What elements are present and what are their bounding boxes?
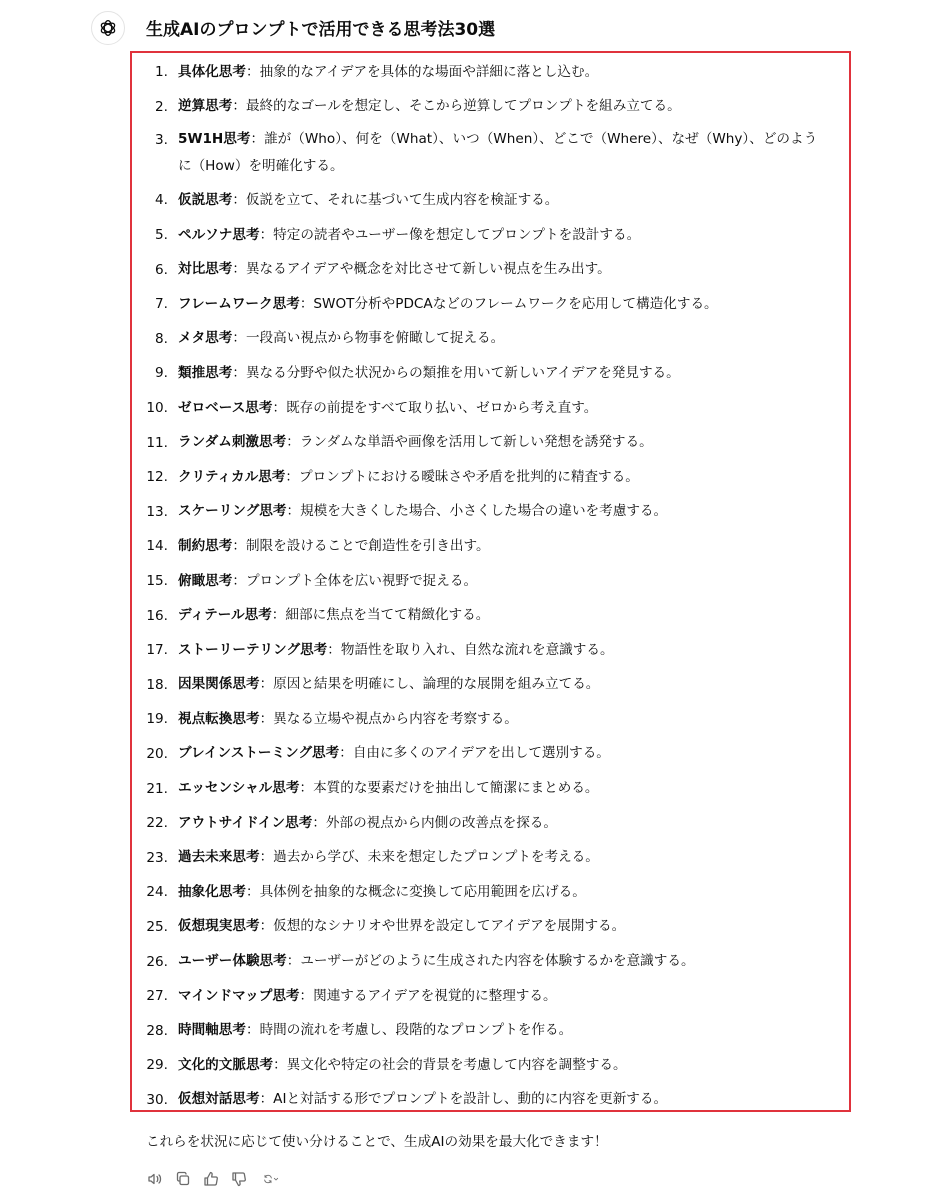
regenerate-icon <box>263 1171 279 1187</box>
list-item-content <box>178 126 828 180</box>
list-item <box>136 287 836 322</box>
list-item <box>136 979 836 1014</box>
list-item-number: 14. <box>146 538 168 555</box>
list-item-content <box>178 1086 667 1113</box>
list-item-term: ユーザー体験思考 <box>178 953 287 970</box>
list-item-term: マインドマップ思考 <box>178 987 300 1004</box>
list-item-term: 抽象化思考 <box>178 883 246 900</box>
openai-logo-icon <box>97 17 119 39</box>
list-item <box>136 564 836 599</box>
list-item-number: 28. <box>146 1022 168 1039</box>
list-item-separator: ： <box>232 98 246 115</box>
list-item-number: 2. <box>155 98 168 115</box>
list-item-term: 俯瞰思考 <box>178 572 233 589</box>
list-item <box>136 183 836 218</box>
message-title: 生成AIのプロンプトで活用できる思考法30選 <box>146 20 496 40</box>
list-item-description: 具体例を抽象的な概念に変換して応用範囲を広げる。 <box>259 883 586 900</box>
list-item <box>136 391 836 426</box>
list-item <box>136 90 836 125</box>
list-item-term: 制約思考 <box>178 537 233 554</box>
list-item-separator: ： <box>273 1056 287 1073</box>
list-item-description: 物語性を取り入れ、自然な流れを意識する。 <box>340 641 614 658</box>
list-item-term: ストーリーテリング思考 <box>178 641 328 658</box>
list-item-content <box>178 775 599 802</box>
list-item-number: 3. <box>155 132 168 149</box>
list-item-term: エッセンシャル思考 <box>178 780 300 797</box>
list-item <box>136 840 836 875</box>
list-item <box>136 668 836 703</box>
list-item <box>136 425 836 460</box>
list-item-term: 5W1H思考 <box>178 131 251 148</box>
list-item-number: 4. <box>155 192 168 209</box>
list-item-description: プロンプトにおける曖昧さや矛盾を批判的に精査する。 <box>298 468 639 485</box>
list-item-number: 16. <box>146 607 168 624</box>
list-item-number: 19. <box>146 711 168 728</box>
list-item-term: ランダム刺激思考 <box>178 434 287 451</box>
list-item-term: フレームワーク思考 <box>178 295 300 312</box>
list-item-number: 13. <box>146 503 168 520</box>
list-item-content <box>178 706 518 733</box>
list-item-term: 対比思考 <box>178 261 233 278</box>
list-item-number: 9. <box>155 365 168 382</box>
list-item-content <box>178 844 599 871</box>
list-item-separator: ： <box>232 572 246 589</box>
list-item-separator: ： <box>259 849 274 866</box>
list-item-description: 異なる立場や視点から内容を考察する。 <box>273 710 518 727</box>
list-item-term: ゼロベース思考 <box>178 399 273 416</box>
list-item-separator: ： <box>232 330 246 347</box>
list-item <box>136 460 836 495</box>
list-item-description: ランダムな単語や画像を活用して新しい発想を誘発する。 <box>299 434 653 451</box>
list-item-description: AIと対話する形でプロンプトを設計し、動的に内容を更新する。 <box>273 1091 668 1108</box>
list-item-number: 10. <box>146 400 168 417</box>
thumbs-down-icon <box>231 1171 247 1187</box>
list-item-separator: ： <box>245 883 260 900</box>
list-item <box>136 633 836 668</box>
list-item-separator: ： <box>312 814 326 831</box>
list-item-description: SWOT分析やPDCAなどのフレームワークを応用して構造化する。 <box>313 295 718 312</box>
list-item-term: 視点転換思考 <box>178 710 260 727</box>
list-item-description: 細部に焦点を当てて精緻化する。 <box>285 607 490 624</box>
list-item-content <box>178 498 667 525</box>
list-item-description: 関連するアイデアを視覚的に整理する。 <box>313 987 557 1004</box>
list-item <box>136 1048 836 1083</box>
list-item-description: 外部の視点から内側の改善点を探る。 <box>325 814 557 831</box>
thumbs-up-button[interactable] <box>202 1170 220 1188</box>
list-item-separator: ： <box>327 641 341 658</box>
list-item-content <box>178 568 477 595</box>
list-item-description: 規模を大きくした場合、小さくした場合の違いを考慮する。 <box>300 503 668 520</box>
list-item-term: 逆算思考 <box>178 98 233 115</box>
list-item-description: プロンプト全体を広い視野で捉える。 <box>245 572 478 589</box>
list-item <box>136 702 836 737</box>
list-item-separator: ： <box>286 953 301 970</box>
list-item-term: 仮説思考 <box>178 191 233 208</box>
list-item <box>136 910 836 945</box>
list-item-separator: ： <box>299 780 314 797</box>
list-item-content <box>178 740 610 767</box>
list-item-separator: ： <box>259 676 274 693</box>
list-item-description: 時間の流れを考慮し、段階的なプロンプトを作る。 <box>259 1022 573 1039</box>
list-item-number: 7. <box>155 296 168 313</box>
list-item-number: 17. <box>146 642 168 659</box>
list-item-term: メタ思考 <box>178 330 233 347</box>
list-item-term: ディテール思考 <box>178 607 272 624</box>
copy-icon <box>175 1171 191 1187</box>
list-item-separator: ： <box>271 607 286 624</box>
list-item-number: 18. <box>146 676 168 693</box>
list-item-content <box>178 1052 627 1079</box>
list-item-separator: ： <box>232 191 246 208</box>
list-item-separator: ： <box>232 261 246 278</box>
list-item-separator: ： <box>285 468 299 485</box>
list-item <box>136 1083 836 1118</box>
list-item-description: 制限を設けることで創造性を引き出す。 <box>245 537 490 554</box>
list-item-number: 1. <box>155 64 168 81</box>
list-item-content <box>178 983 557 1010</box>
list-item-content <box>178 533 490 560</box>
list-item <box>136 1013 836 1048</box>
list-item-content <box>178 671 599 698</box>
list-item-description: ユーザーがどのように生成された内容を体験するかを意識する。 <box>300 953 695 970</box>
list-item-description: 自由に多くのアイデアを出して選別する。 <box>352 745 610 762</box>
list-item-content <box>178 256 611 283</box>
list-item-description: 誰が（Who）、何を（What）、いつ（When）、どこで（Where）、なぜ（Why）、どのように（How）を明確化する。 <box>178 131 818 175</box>
list-item-description: 抽象的なアイデアを具体的な場面や詳細に落とし込む。 <box>259 63 599 80</box>
list-item-separator: ： <box>259 710 274 727</box>
list-item-content <box>178 464 639 491</box>
list-item-term: 具体化思考 <box>178 63 246 80</box>
list-item-content <box>178 360 680 387</box>
list-item-number: 30. <box>146 1091 168 1108</box>
list-item-number: 24. <box>146 884 168 901</box>
read-aloud-icon <box>147 1171 163 1187</box>
list-item <box>136 124 836 183</box>
list-item <box>136 495 836 530</box>
list-item-content <box>178 602 489 629</box>
list-item-content <box>178 325 504 352</box>
list-item-number: 26. <box>146 953 168 970</box>
list-item <box>136 806 836 841</box>
list-item-number: 11. <box>146 434 168 451</box>
list-item-separator: ： <box>232 537 246 554</box>
list-item-content <box>178 59 598 86</box>
list-item-number: 25. <box>146 918 168 935</box>
list-item <box>136 529 836 564</box>
list-item-separator: ： <box>339 745 353 762</box>
closing-text: これらを状況に応じて使い分けることで、生成AIの効果を最大化できます！ <box>146 1134 608 1150</box>
copy-button[interactable] <box>174 1170 192 1188</box>
list-item-description: 異なるアイデアや概念を対比させて新しい視点を生み出す。 <box>245 261 611 278</box>
list-item-separator: ： <box>286 503 301 520</box>
list-item-separator: ： <box>286 434 300 451</box>
list-item-separator: ： <box>245 63 260 80</box>
list-item-separator: ： <box>299 295 314 312</box>
list-item-number: 8. <box>155 330 168 347</box>
list-item-term: 類推思考 <box>178 364 233 381</box>
list-item-term: 仮想現実思考 <box>178 918 260 935</box>
list-item-separator: ： <box>232 364 246 381</box>
list-item-description: 仮想的なシナリオや世界を設定してアイデアを展開する。 <box>273 918 626 935</box>
list-item-description: 異なる分野や似た状況からの類推を用いて新しいアイデアを発見する。 <box>245 364 680 381</box>
list-item-number: 27. <box>146 988 168 1005</box>
list-item-number: 23. <box>146 849 168 866</box>
list-item-term: スケーリング思考 <box>178 503 287 520</box>
list-item-content <box>178 222 640 249</box>
list-item-number: 15. <box>146 573 168 590</box>
list-item-content <box>178 1017 572 1044</box>
message-actions <box>146 1170 284 1188</box>
list-item-content <box>178 913 625 940</box>
list-item-term: 過去未来思考 <box>178 849 260 866</box>
list-item-description: 過去から学び、未来を想定したプロンプトを考える。 <box>273 849 599 866</box>
assistant-avatar <box>91 11 125 45</box>
list-item-description: 本質的な要素だけを抽出して簡潔にまとめる。 <box>313 780 599 797</box>
list-item-content <box>178 187 558 214</box>
list-item-content <box>178 810 557 837</box>
read-aloud-button[interactable] <box>146 1170 164 1188</box>
list-item-description: 異文化や特定の社会的背景を考慮して内容を調整する。 <box>286 1056 627 1073</box>
list-item-term: 因果関係思考 <box>178 676 260 693</box>
list-item-number: 12. <box>146 469 168 486</box>
list-item-term: アウトサイドイン思考 <box>178 814 313 831</box>
list-item <box>136 252 836 287</box>
list-item-number: 29. <box>146 1057 168 1074</box>
list-item-content <box>178 948 695 975</box>
list-item-separator: ： <box>272 399 287 416</box>
list-item <box>136 771 836 806</box>
list-item <box>136 218 836 253</box>
thumbs-up-icon <box>203 1171 219 1187</box>
list-item-term: ペルソナ思考 <box>178 226 260 243</box>
list-item <box>136 322 836 357</box>
list-item-separator: ： <box>245 1022 260 1039</box>
list-item-content <box>178 93 681 120</box>
list-item-description: 一段高い視点から物事を俯瞰して捉える。 <box>245 330 505 347</box>
list-item-description: 最終的なゴールを想定し、そこから逆算してプロンプトを組み立てる。 <box>245 98 681 115</box>
list-item-content <box>178 879 586 906</box>
list-item-description: 特定の読者やユーザー像を想定してプロンプトを設計する。 <box>273 226 641 243</box>
list-item-term: クリティカル思考 <box>178 468 286 485</box>
list-item-number: 5. <box>155 227 168 244</box>
regenerate-button[interactable] <box>258 1170 284 1188</box>
list-item-description: 既存の前提をすべて取り払い、ゼロから考え直す。 <box>286 399 598 416</box>
thinking-methods-list <box>136 55 836 1117</box>
thumbs-down-button[interactable] <box>230 1170 248 1188</box>
list-item <box>136 875 836 910</box>
list-item-term: 文化的文脈思考 <box>178 1056 274 1073</box>
list-item <box>136 737 836 772</box>
list-item-separator: ： <box>250 131 265 148</box>
list-item-description: 仮説を立て、それに基づいて生成内容を検証する。 <box>245 191 559 208</box>
list-item-separator: ： <box>259 1091 274 1108</box>
list-item-description: 原因と結果を明確にし、論理的な展開を組み立てる。 <box>273 676 600 693</box>
list-item-content <box>178 637 614 664</box>
list-item <box>136 55 836 90</box>
list-item-term: ブレインストーミング思考 <box>178 745 340 762</box>
list-item-term: 時間軸思考 <box>178 1022 246 1039</box>
list-item-separator: ： <box>299 987 314 1004</box>
list-item <box>136 598 836 633</box>
list-item-content <box>178 395 597 422</box>
list-item-separator: ： <box>259 226 274 243</box>
list-item-number: 21. <box>146 780 168 797</box>
list-item-number: 6. <box>155 261 168 278</box>
list-item <box>136 356 836 391</box>
list-item-content <box>178 291 718 318</box>
list-item-number: 20. <box>146 745 168 762</box>
list-item-term: 仮想対話思考 <box>178 1091 260 1108</box>
list-item-content <box>178 429 653 456</box>
list-item-separator: ： <box>259 918 274 935</box>
list-item-number: 22. <box>146 815 168 832</box>
list-item <box>136 944 836 979</box>
